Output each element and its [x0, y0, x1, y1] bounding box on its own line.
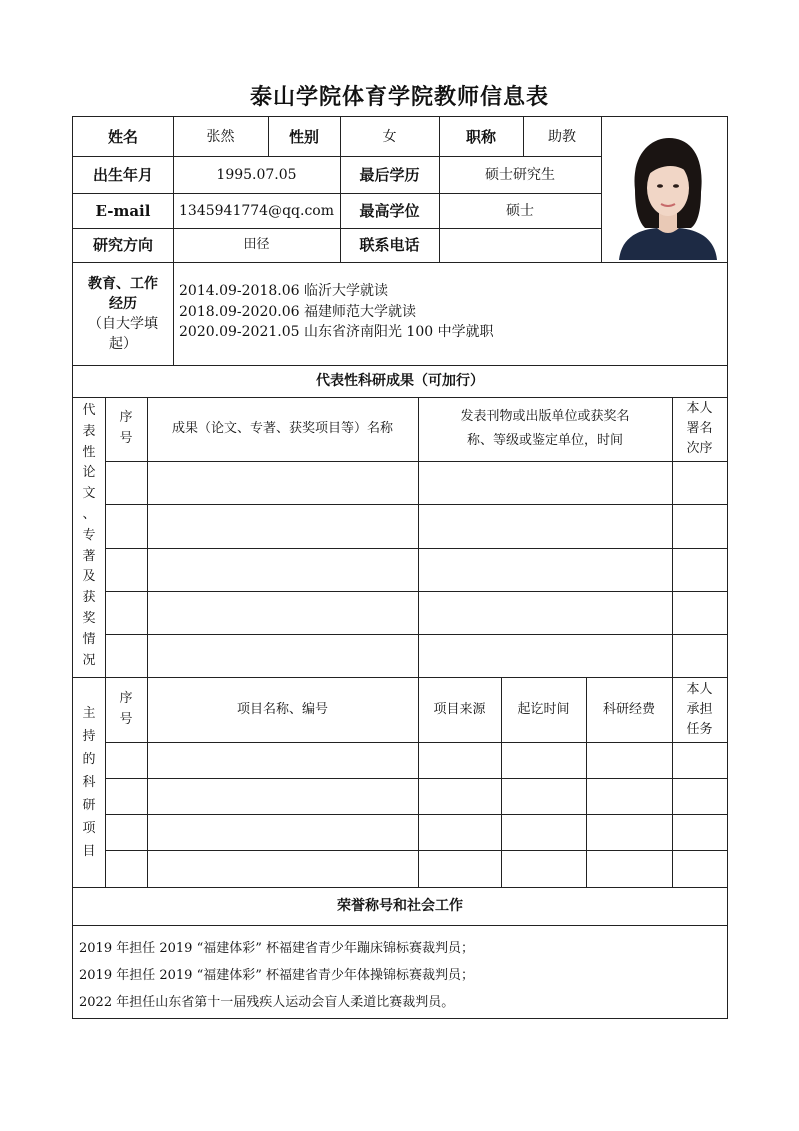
grid-line [147, 397, 148, 887]
side-char: 及 [82, 569, 96, 585]
grid-line [105, 591, 727, 592]
grid-line [105, 634, 727, 635]
col-header-project-fund: 科研经费 [602, 701, 655, 717]
col-header-publisher [418, 397, 672, 461]
side-char: 的 [82, 751, 96, 767]
grid-line [173, 262, 174, 365]
side-char: 况 [82, 652, 96, 668]
rank-value: 助教 [548, 128, 576, 145]
email-label: E-mail [95, 201, 151, 220]
phone-value [439, 228, 601, 262]
side-char: 、 [82, 506, 96, 522]
achievements-header: 代表性科研成果（可加行） [316, 373, 484, 389]
grid-line [672, 397, 673, 887]
honor-item: 2019 年担任 2019 “福建体彩” 杯福建省青少年体操锦标赛裁判员； [79, 968, 474, 983]
grid-line [105, 778, 727, 779]
col-header-char: 号 [119, 711, 133, 727]
rank-label: 职称 [465, 127, 496, 146]
side-char: 主 [82, 705, 96, 721]
col-header-line: 次序 [686, 441, 713, 456]
grid-line [105, 742, 727, 743]
grid-line [601, 117, 602, 262]
name-label: 姓名 [107, 127, 138, 146]
grid-line [105, 814, 727, 815]
side-char: 专 [82, 527, 96, 543]
col-header-project-name: 项目名称、编号 [236, 701, 328, 717]
side-char: 文 [82, 486, 96, 502]
side-char: 奖 [82, 610, 96, 626]
col-header-no [105, 677, 147, 742]
side-char: 项 [82, 820, 96, 836]
col-header-no [105, 397, 147, 461]
experience-label-note: 起） [109, 335, 137, 352]
portrait-image [617, 132, 718, 260]
grid-line [105, 397, 106, 887]
col-header-line: 本人 [686, 401, 713, 416]
research-label: 研究方向 [92, 236, 153, 254]
col-header-line: 署名 [686, 421, 713, 436]
side-char: 科 [82, 774, 96, 790]
experience-label-line: 教育、工作 [88, 275, 158, 292]
achievements-side-label [73, 397, 105, 677]
birth-value: 1995.07.05 [216, 166, 297, 183]
experience-item: 2018.09-2020.06 福建师范大学就读 [179, 303, 416, 320]
name-value: 张然 [206, 128, 235, 145]
grid-line [105, 548, 727, 549]
col-header-char: 序 [119, 410, 133, 426]
side-char: 持 [82, 728, 96, 744]
side-char: 情 [82, 631, 96, 647]
gender-label: 性别 [288, 127, 319, 146]
birth-label: 出生年月 [92, 165, 153, 184]
side-char: 代 [82, 403, 96, 418]
projects-side-label [73, 677, 105, 887]
phone-label: 联系电话 [359, 236, 420, 254]
experience-label-note: （自大学填 [88, 315, 158, 332]
experience-label-line: 经历 [109, 295, 137, 312]
side-char: 著 [82, 548, 96, 564]
side-char: 目 [82, 843, 96, 859]
side-char: 研 [82, 797, 96, 813]
side-char: 表 [82, 423, 96, 439]
degree-label: 最高学位 [359, 201, 420, 220]
honor-item: 2022 年担任山东省第十一届残疾人运动会盲人柔道比赛裁判员。 [79, 995, 455, 1010]
experience-label [73, 262, 173, 365]
grid-line [73, 925, 727, 926]
research-value: 田径 [243, 237, 270, 252]
form-title: 泰山学院体育学院教师信息表 [249, 84, 549, 110]
experience-item: 2020.09-2021.05 山东省济南阳光 100 中学就职 [179, 324, 494, 340]
col-header-line: 承担 [686, 701, 713, 717]
teacher-info-form [72, 116, 728, 1019]
side-char: 性 [82, 444, 96, 460]
col-header-achievement-name: 成果（论文、专著、获奖项目等）名称 [171, 421, 393, 436]
col-header-author-order [672, 397, 727, 461]
email-value: 1345941774@qq.com [179, 202, 334, 219]
honors-header: 荣誉称号和社会工作 [337, 898, 463, 914]
col-header-project-time: 起讫时间 [517, 701, 570, 717]
col-header-project-source: 项目来源 [433, 701, 486, 717]
honor-item: 2019 年担任 2019 “福建体彩” 杯福建省青少年蹦床锦标赛裁判员； [79, 941, 474, 956]
col-header-line: 发表刊物或出版单位或获奖名 [460, 409, 630, 424]
side-char: 论 [82, 465, 96, 481]
col-header-line: 本人 [686, 681, 713, 697]
portrait-photo [617, 132, 718, 260]
grid-line [418, 397, 419, 887]
col-header-char: 序 [119, 690, 133, 706]
degree-value: 硕士 [506, 202, 534, 219]
experience-item: 2014.09-2018.06 临沂大学就读 [179, 283, 388, 299]
grid-line [105, 461, 727, 462]
grid-line [105, 504, 727, 505]
gender-value: 女 [382, 128, 397, 145]
grid-line [105, 850, 727, 851]
education-value: 硕士研究生 [485, 166, 555, 183]
col-header-char: 号 [119, 431, 133, 446]
education-label: 最后学历 [359, 165, 420, 184]
experience-list [179, 281, 494, 343]
side-char: 获 [82, 590, 96, 606]
col-header-line: 称、等级或鉴定单位，时间 [466, 433, 623, 448]
col-header-line: 任务 [686, 721, 713, 737]
col-header-project-role [672, 677, 727, 742]
